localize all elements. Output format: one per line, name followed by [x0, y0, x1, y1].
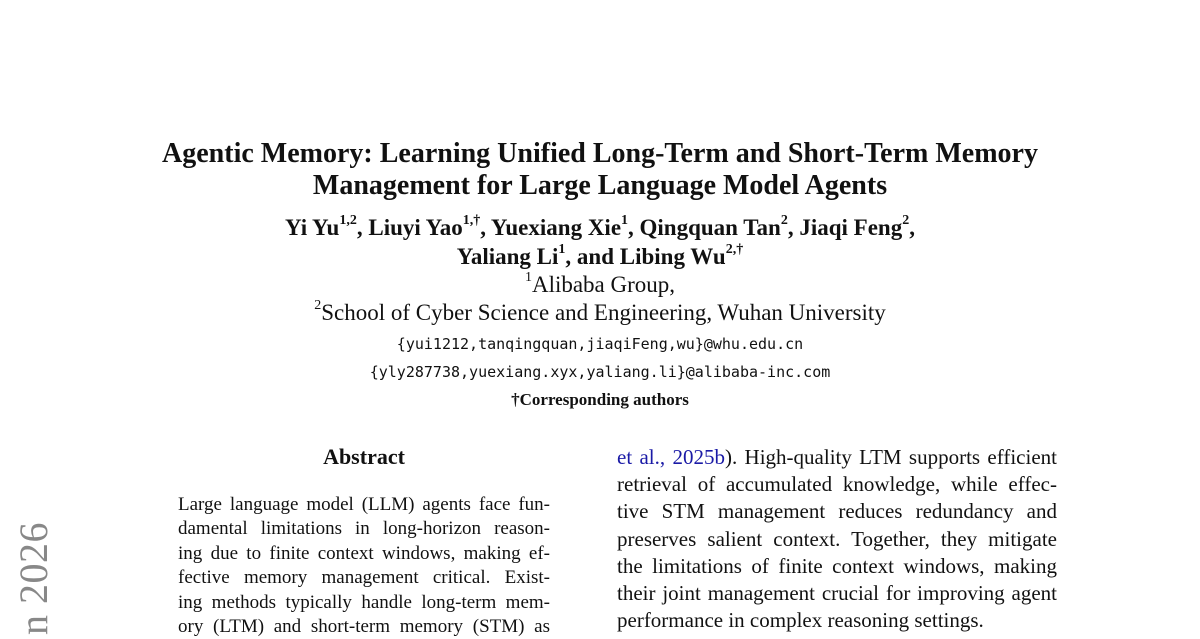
intro-line-text: ). High-quality LTM supports efficient [724, 445, 1057, 469]
author-name: Qingquan Tan [639, 215, 781, 240]
intro-line: the limitations of finite context windows, making [617, 553, 1057, 578]
email-line-2: {yly287738,yuexiang.xyx,yaliang.li}@alibaba-inc.com [369, 363, 831, 381]
intro-column [617, 444, 1057, 634]
author-affil-sup: 2 [902, 213, 910, 229]
abstract-heading: Abstract [323, 444, 405, 469]
affiliation-sup: 1 [524, 270, 532, 286]
intro-line: tive STM management reduces redundancy and [617, 499, 1057, 524]
abstract-line: damental limitations in long-horizon reason- [178, 518, 550, 540]
citation-link[interactable]: et al., 2025b [617, 445, 725, 469]
author-separator: , [628, 215, 640, 240]
intro-line [617, 444, 1057, 471]
abstract-line: ory (LTM) and short-term memory (STM) as [178, 615, 550, 637]
affiliation-1 [0, 271, 1200, 299]
affiliation-sup: 2 [314, 298, 322, 314]
author-separator: , [356, 215, 369, 240]
author-separator: , [480, 215, 491, 240]
author-separator: , and [565, 244, 620, 269]
author-name: Liuyi Yao [368, 215, 463, 240]
author-affil-sup: 1,2 [339, 213, 357, 229]
intro-line: their joint management crucial for improving agent [617, 580, 1057, 605]
abstract-line: ing methods typically handle long-term mem- [178, 591, 550, 613]
author-name: Yuexiang Xie [490, 215, 622, 240]
author-separator: , [909, 215, 915, 240]
arxiv-sidebar-stamp: n 2026 [11, 522, 56, 635]
intro-line: retrieval of accumulated knowledge, while effec- [617, 472, 1057, 497]
abstract-line: fective memory management critical. Exist- [178, 567, 550, 589]
author-name: Libing Wu [619, 244, 726, 269]
author-affil-sup: 1 [558, 242, 566, 258]
author-list-line-1 [0, 214, 1200, 242]
abstract-line: Large language model (LLM) agents face fun- [178, 494, 550, 515]
author-separator: , [787, 215, 800, 240]
abstract-body [178, 493, 550, 639]
intro-line: preserves salient context. Together, they mitigate [617, 526, 1057, 551]
author-affil-sup: 2,† [725, 242, 744, 258]
author-name: Jiaqi Feng [799, 215, 903, 240]
affiliation-2 [0, 299, 1200, 327]
corresponding-authors-note: †Corresponding authors [511, 390, 689, 409]
author-name: Yi Yu [285, 215, 340, 240]
author-list-line-2 [0, 243, 1200, 271]
paper-title-line-1: Agentic Memory: Learning Unified Long-Term and Short-Term Memory [162, 138, 1038, 169]
abstract-line: ing due to finite context windows, making ef- [178, 542, 550, 564]
intro-line: performance in complex reasoning settings. [617, 608, 984, 633]
author-affil-sup: 1 [621, 213, 629, 229]
affiliation-text: School of Cyber Science and Engineering, Wuhan University [321, 300, 886, 325]
author-name: Yaliang Li [456, 244, 559, 269]
paper-title-line-2: Management for Large Language Model Agents [312, 170, 888, 201]
affiliation-text: Alibaba Group, [531, 272, 676, 297]
email-line-1: {yui1212,tanqingquan,jiaqiFeng,wu}@whu.edu.cn [396, 335, 804, 353]
author-affil-sup: 2 [780, 213, 788, 229]
author-affil-sup: 1,† [462, 213, 481, 229]
